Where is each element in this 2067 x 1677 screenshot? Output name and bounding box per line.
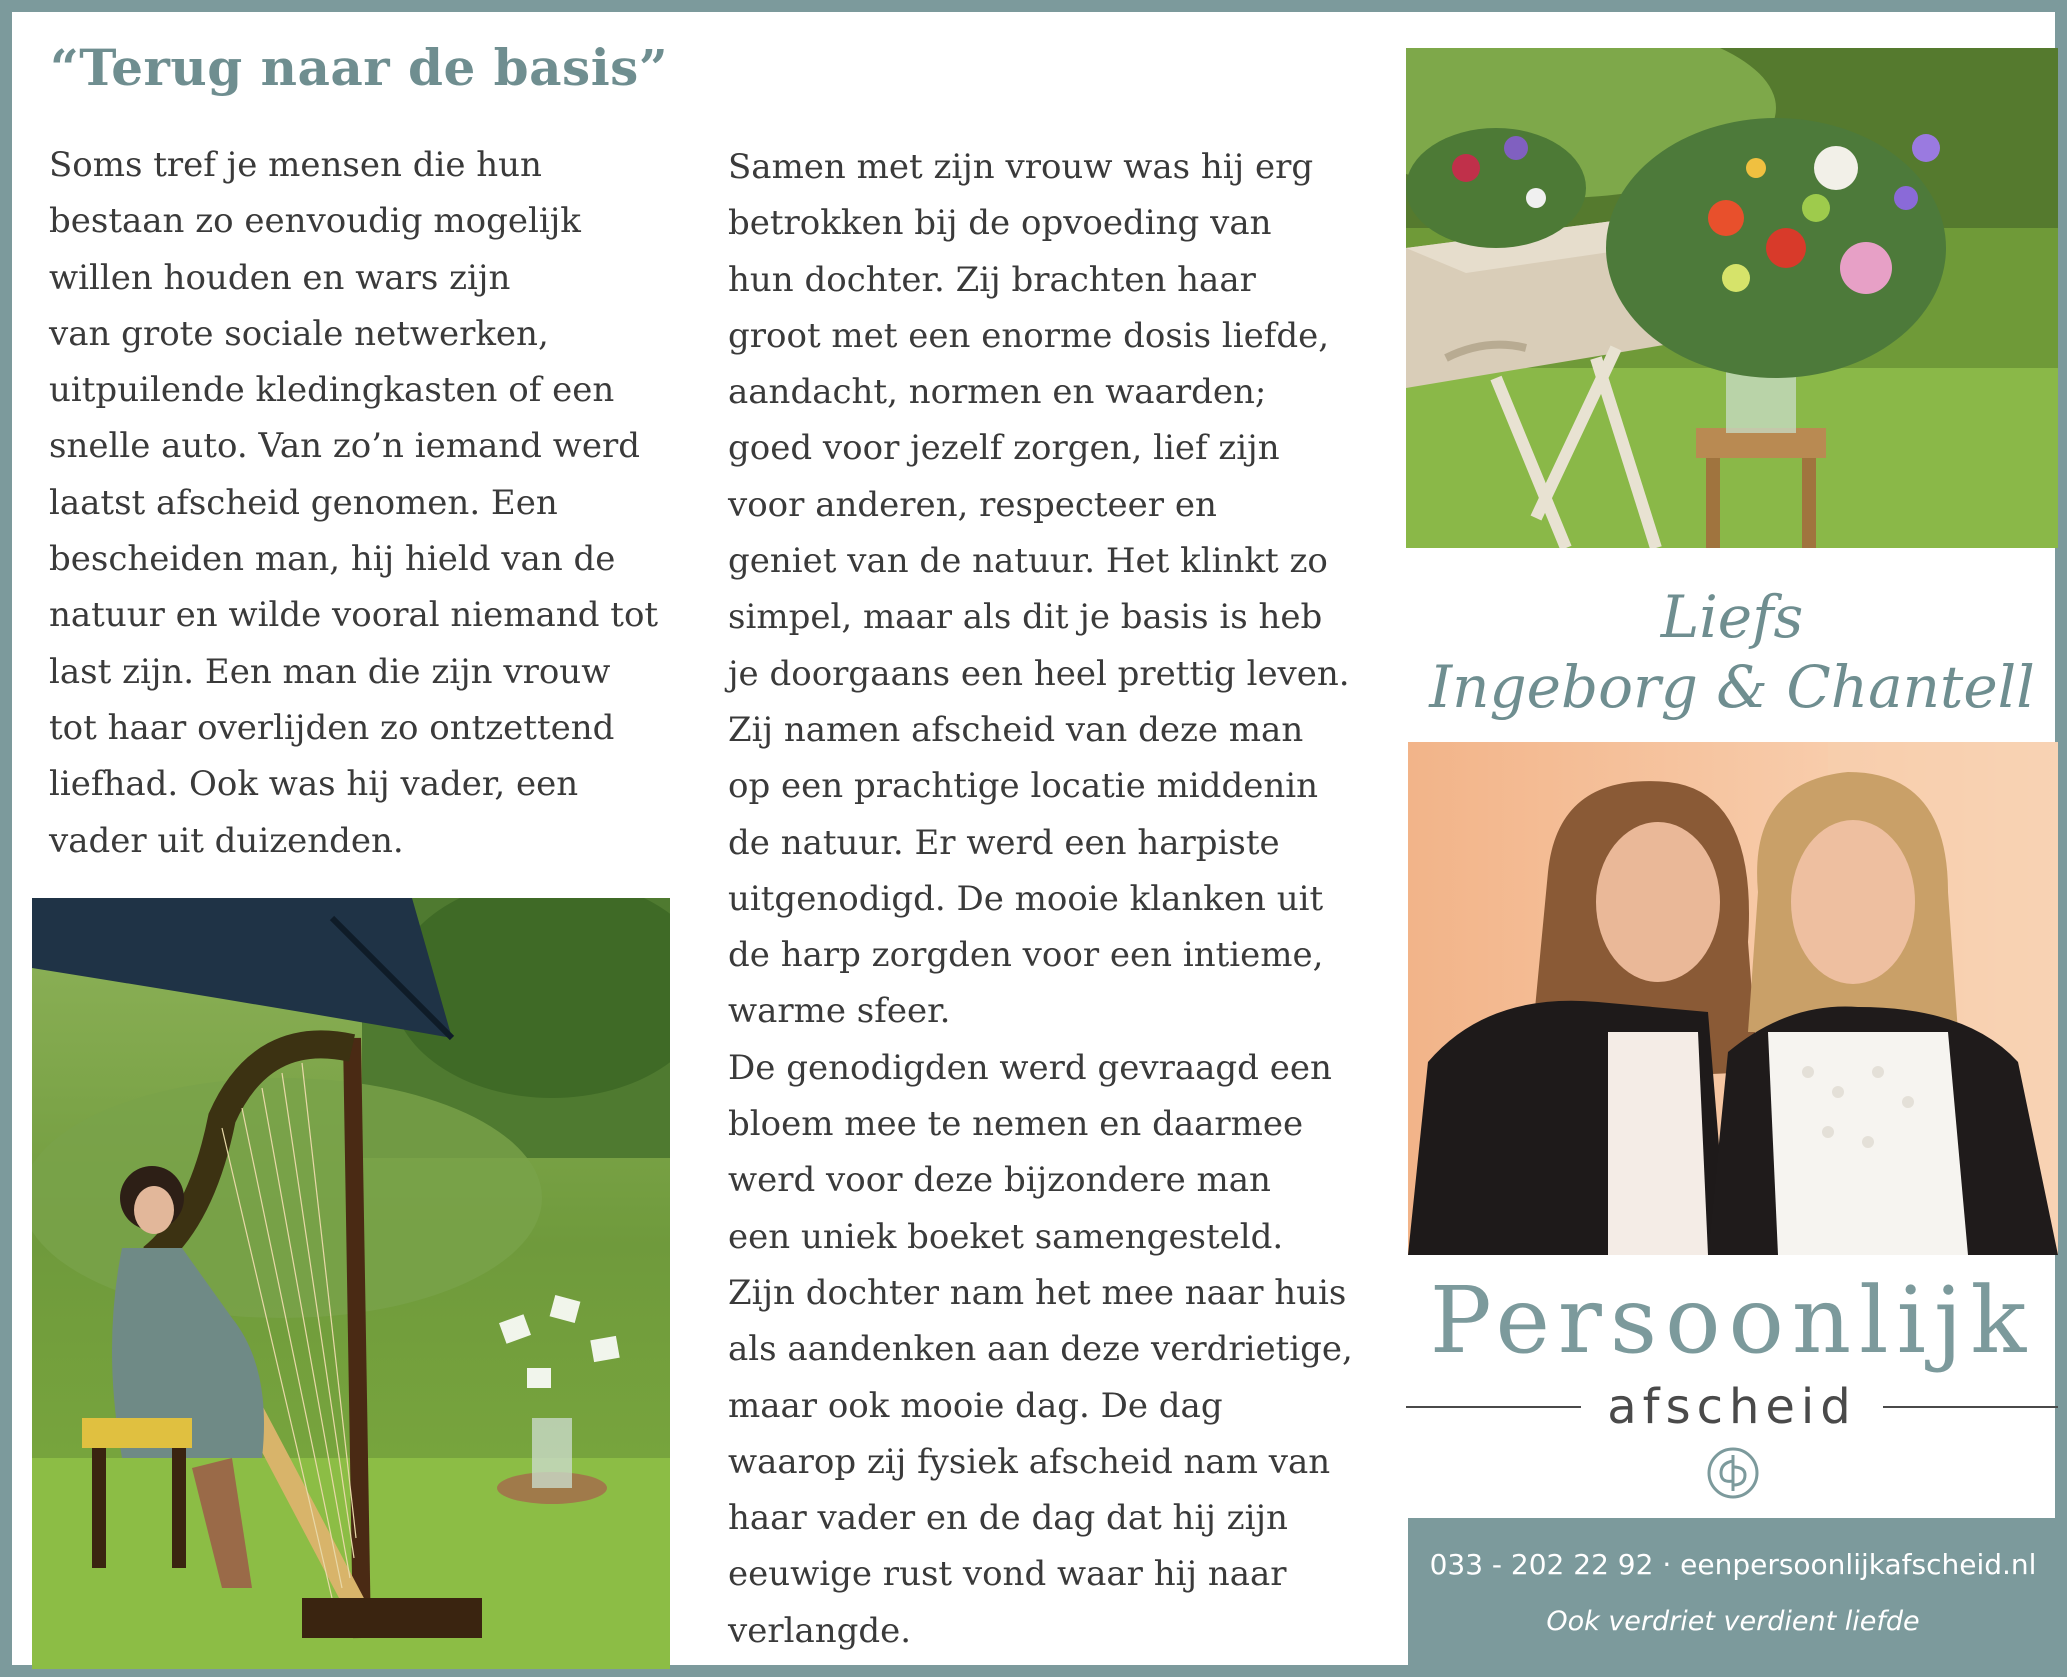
text-line: snelle auto. Van zo’n iemand werd bbox=[49, 426, 640, 467]
signoff-names: Ingeborg & Chantell bbox=[1429, 653, 2035, 721]
text-line: betrokken bij de opvoeding van bbox=[728, 203, 1272, 244]
text-line: natuur en wilde vooral niemand tot bbox=[49, 595, 659, 636]
text-line: Zijn dochter nam het mee naar huis bbox=[728, 1272, 1347, 1313]
text-line: werd voor deze bijzondere man bbox=[728, 1160, 1271, 1201]
text-line: laatst afscheid genomen. Een bbox=[49, 482, 558, 523]
tagline: Ook verdriet verdient liefde bbox=[1546, 1606, 1920, 1637]
contact-banner bbox=[1408, 1518, 2058, 1668]
text-line: uitpuilende kledingkasten of een bbox=[49, 370, 615, 411]
text-line: liefhad. Ook was hij vader, een bbox=[49, 764, 579, 805]
text-line: van grote sociale netwerken, bbox=[49, 313, 549, 354]
text-line: bescheiden man, hij hield van de bbox=[49, 539, 616, 580]
text-line: je doorgaans een heel prettig leven. bbox=[728, 653, 1350, 694]
text-line: De genodigden werd gevraagd een bbox=[728, 1047, 1332, 1088]
flower-casket-photo bbox=[1406, 48, 2058, 548]
text-line: vader uit duizenden. bbox=[49, 820, 404, 861]
brand-logo-icon bbox=[1705, 1445, 1761, 1501]
divider-line bbox=[1406, 1406, 1581, 1408]
article-column-2 bbox=[728, 139, 1378, 1659]
text-line: hun dochter. Zij brachten haar bbox=[728, 259, 1256, 300]
text-line: tot haar overlijden zo ontzettend bbox=[49, 707, 615, 748]
signoff-greeting: Liefs bbox=[1660, 583, 1804, 651]
text-line: eeuwige rust vond waar hij naar bbox=[728, 1554, 1287, 1595]
contact-info[interactable]: 033 - 202 22 92 · eenpersoonlijkafscheid.nl bbox=[1429, 1548, 2037, 1581]
brand-name: Persoonlijk bbox=[1429, 1267, 2035, 1374]
brand-sub: afscheid bbox=[1607, 1379, 1857, 1435]
text-line: de natuur. Er werd een harpiste bbox=[728, 822, 1280, 863]
text-line: Soms tref je mensen die hun bbox=[49, 145, 542, 185]
divider-line bbox=[1883, 1406, 2058, 1408]
text-line: haar vader en de dag dat hij zijn bbox=[728, 1498, 1288, 1539]
text-line: uitgenodigd. De mooie klanken uit bbox=[728, 878, 1324, 919]
text-line: aandacht, normen en waarden; bbox=[728, 372, 1267, 413]
text-line: goed voor jezelf zorgen, lief zijn bbox=[728, 428, 1280, 469]
text-line: groot met een enorme dosis liefde, bbox=[728, 315, 1330, 356]
text-line: de harp zorgden voor een intieme, bbox=[728, 935, 1324, 976]
article-title: “Terug naar de basis” bbox=[50, 38, 669, 97]
text-line: waarop zij fysiek afscheid nam van bbox=[728, 1441, 1331, 1482]
text-line: geniet van de natuur. Het klinkt zo bbox=[728, 541, 1328, 582]
text-line: een uniek boeket samengesteld. bbox=[728, 1216, 1284, 1257]
text-line: warme sfeer. bbox=[728, 991, 951, 1032]
text-line: voor anderen, respecteer en bbox=[728, 484, 1217, 525]
brand-sub-row bbox=[1406, 1372, 2058, 1442]
text-line: bestaan zo eenvoudig mogelijk bbox=[49, 201, 581, 242]
text-line: simpel, maar als dit je basis is heb bbox=[728, 597, 1323, 638]
ingeborg-chantell-photo bbox=[1408, 742, 2058, 1255]
signoff bbox=[1406, 582, 2058, 722]
article-column-1 bbox=[49, 137, 689, 869]
text-line: Samen met zijn vrouw was hij erg bbox=[728, 147, 1314, 187]
text-line: maar ook mooie dag. De dag bbox=[728, 1385, 1223, 1426]
harpist-photo bbox=[32, 898, 670, 1669]
text-line: last zijn. Een man die zijn vrouw bbox=[49, 651, 611, 692]
text-line: willen houden en wars zijn bbox=[49, 257, 511, 298]
text-line: als aandenken aan deze verdrietige, bbox=[728, 1329, 1353, 1370]
text-line: op een prachtige locatie middenin bbox=[728, 766, 1319, 807]
text-line: Zij namen afscheid van deze man bbox=[728, 709, 1304, 750]
text-line: verlangde. bbox=[728, 1610, 912, 1651]
text-line: bloem mee te nemen en daarmee bbox=[728, 1104, 1304, 1145]
